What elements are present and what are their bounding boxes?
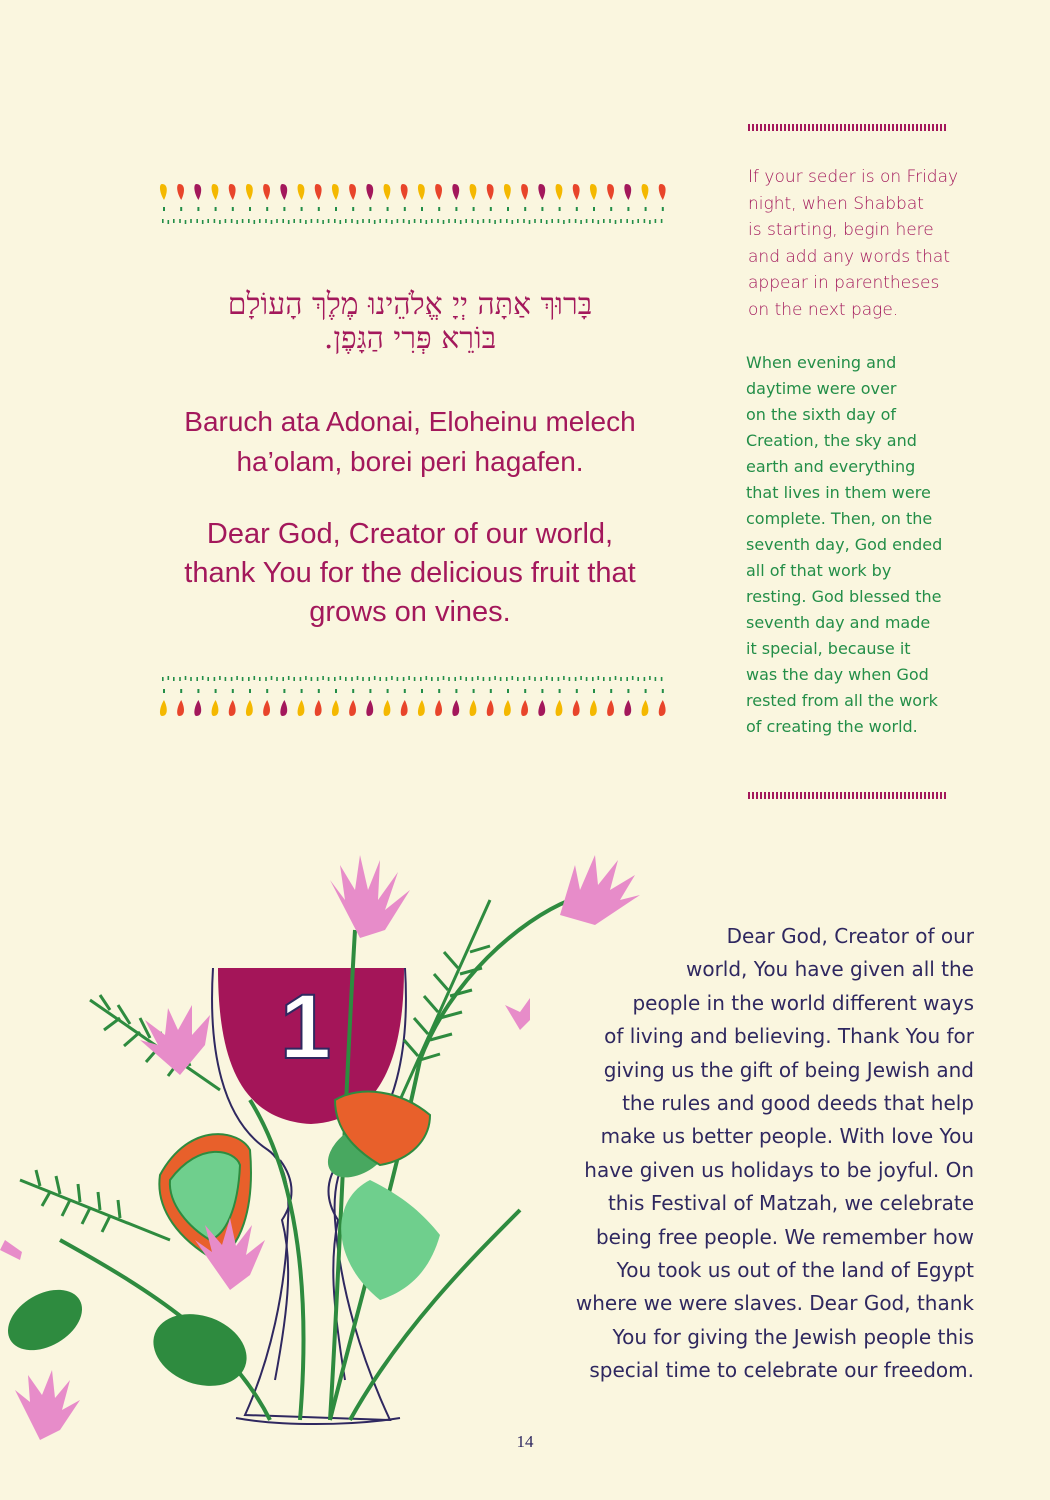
translation-line-2: thank You for the delicious fruit that: [184, 557, 636, 589]
pink-flowers: [0, 855, 640, 1440]
note-line: night, when Shabbat: [748, 193, 924, 214]
blessing-line: You for giving the Jewish people this: [612, 1324, 974, 1349]
main-blessing: [550, 920, 974, 1388]
sidebar-line: seventh day, God ended: [746, 535, 943, 554]
sidebar-line: earth and everything: [746, 457, 916, 476]
transliteration-line-1: Baruch ata Adonai, Eloheinu melech: [184, 406, 636, 437]
sidebar-line: daytime were over: [746, 379, 897, 398]
note-line: appear in parentheses: [748, 273, 940, 294]
sidebar-line: resting. God blessed the: [746, 587, 942, 606]
sidebar-line: Creation, the sky and: [746, 431, 917, 450]
blessing-line: world, You have given all the: [685, 957, 974, 982]
page-number: 14: [516, 1432, 534, 1451]
note-line: on the next page.: [748, 299, 899, 320]
sidebar-line: was the day when God: [746, 665, 929, 684]
blessing-line: being free people. We remember how: [595, 1224, 974, 1249]
sidebar-line: that lives in them were: [746, 483, 931, 502]
sidebar-line: seventh day and made: [746, 613, 931, 632]
sidebar-line: rested from all the work: [746, 691, 938, 710]
hebrew-line-1: בָּרוּךְ אַתָּה יְיָ אֱלֹהֵינוּ מֶלֶךְ הָעוֹלָם: [227, 287, 593, 322]
sidebar-line: When evening and: [746, 353, 897, 372]
blessing-line: have given us holidays to be joyful. On: [584, 1157, 974, 1182]
translation-line-3: grows on vines.: [309, 596, 511, 628]
note-line: If your seder is on Friday: [748, 167, 959, 187]
sidebar-line: complete. Then, on the: [746, 509, 933, 528]
transliteration-line-2: ha’olam, borei peri hagafen.: [236, 446, 584, 477]
blessing-line: people in the world different ways: [632, 990, 974, 1015]
blessing-line: the rules and good deeds that help: [622, 1091, 974, 1116]
blessing-line: this Festival of Matzah, we celebrate: [607, 1191, 974, 1216]
sidebar-line: of creating the world.: [746, 717, 918, 736]
note-line: is starting, begin here: [748, 220, 934, 241]
blessing-line: where we were slaves. Dear God, thank: [575, 1291, 974, 1316]
blessing-line: Dear God, Creator of our: [726, 924, 974, 948]
note-line: and add any words that: [748, 246, 951, 267]
blessing-line: You took us out of the land of Egypt: [616, 1258, 974, 1283]
sidebar-line: all of that work by: [746, 561, 892, 580]
cup-number: 1: [280, 976, 332, 1078]
blessing-line: of living and believing. Thank You for: [604, 1024, 974, 1049]
sidebar-line: on the sixth day of: [746, 405, 897, 424]
hebrew-line-2: בּוֹרֵא פְּרִי הַגָּפֶן.: [323, 321, 497, 356]
blessing-line: giving us the gift of being Jewish and: [603, 1057, 974, 1082]
ginkgo-leaf: [341, 1180, 440, 1300]
blessing-line: special time to celebrate our freedom.: [589, 1358, 974, 1383]
sidebar-line: it special, because it: [746, 639, 911, 658]
translation-line-1: Dear God, Creator of our world,: [206, 518, 614, 550]
blessing-line: make us better people. With love You: [600, 1124, 974, 1149]
